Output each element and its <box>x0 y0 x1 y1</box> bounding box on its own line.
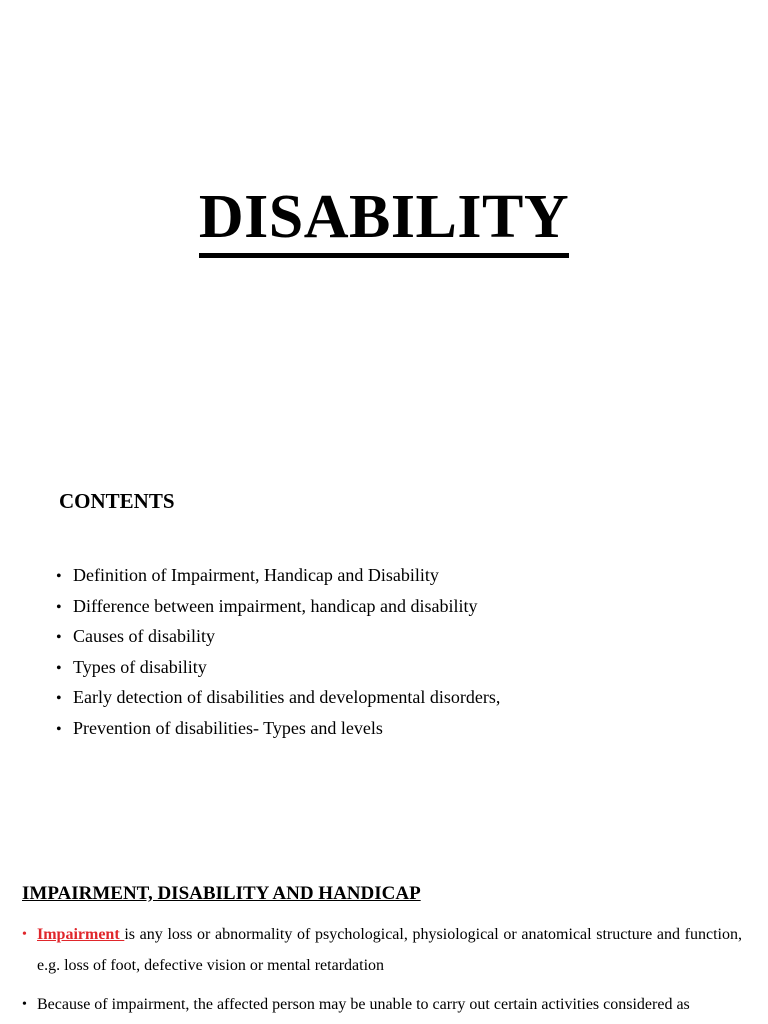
list-item <box>56 714 500 745</box>
list-item <box>56 561 500 592</box>
contents-slide <box>0 430 768 850</box>
bullet-icon: • <box>56 629 62 647</box>
contents-list <box>56 561 500 745</box>
impairment-slide <box>0 850 768 1024</box>
bullet-icon: • <box>56 690 62 708</box>
paragraph-text: Because of impairment, the affected person may be unable to carry out certain activities considered as <box>37 996 690 1013</box>
bullet-icon: • <box>56 720 62 738</box>
main-title-text: DISABILITY <box>199 182 569 258</box>
list-item-text: Early detection of disabilities and developmental disorders, <box>73 687 501 708</box>
list-item <box>56 622 500 653</box>
bullet-icon: • <box>56 568 62 585</box>
contents-heading: CONTENTS <box>59 489 175 513</box>
impairment-definition: is any loss or abnormality of psychological, physiological or anatomical structure and function, e.g. loss of foot, defective vision or mental retardation <box>37 926 742 974</box>
impairment-term: Impairment <box>37 926 125 943</box>
bullet-icon: • <box>56 659 62 677</box>
consequence-paragraph <box>22 989 742 1020</box>
list-item <box>56 592 500 623</box>
list-item-text: Prevention of disabilities- Types and levels <box>73 717 383 738</box>
paragraph-text <box>37 919 742 981</box>
list-item-text: Definition of Impairment, Handicap and Disability <box>73 565 439 585</box>
main-title <box>0 182 768 258</box>
list-item <box>56 683 500 714</box>
list-item <box>56 653 500 684</box>
bullet-icon: • <box>22 927 27 942</box>
impairment-paragraph <box>22 919 742 981</box>
bullet-icon: • <box>56 598 62 616</box>
title-slide <box>0 0 768 430</box>
list-item-text: Types of disability <box>73 656 207 677</box>
section-heading: IMPAIRMENT, DISABILITY AND HANDICAP <box>22 883 421 904</box>
list-item-text: Difference between impairment, handicap and disability <box>73 595 478 616</box>
list-item-text: Causes of disability <box>73 626 215 647</box>
bullet-icon: • <box>22 997 27 1012</box>
